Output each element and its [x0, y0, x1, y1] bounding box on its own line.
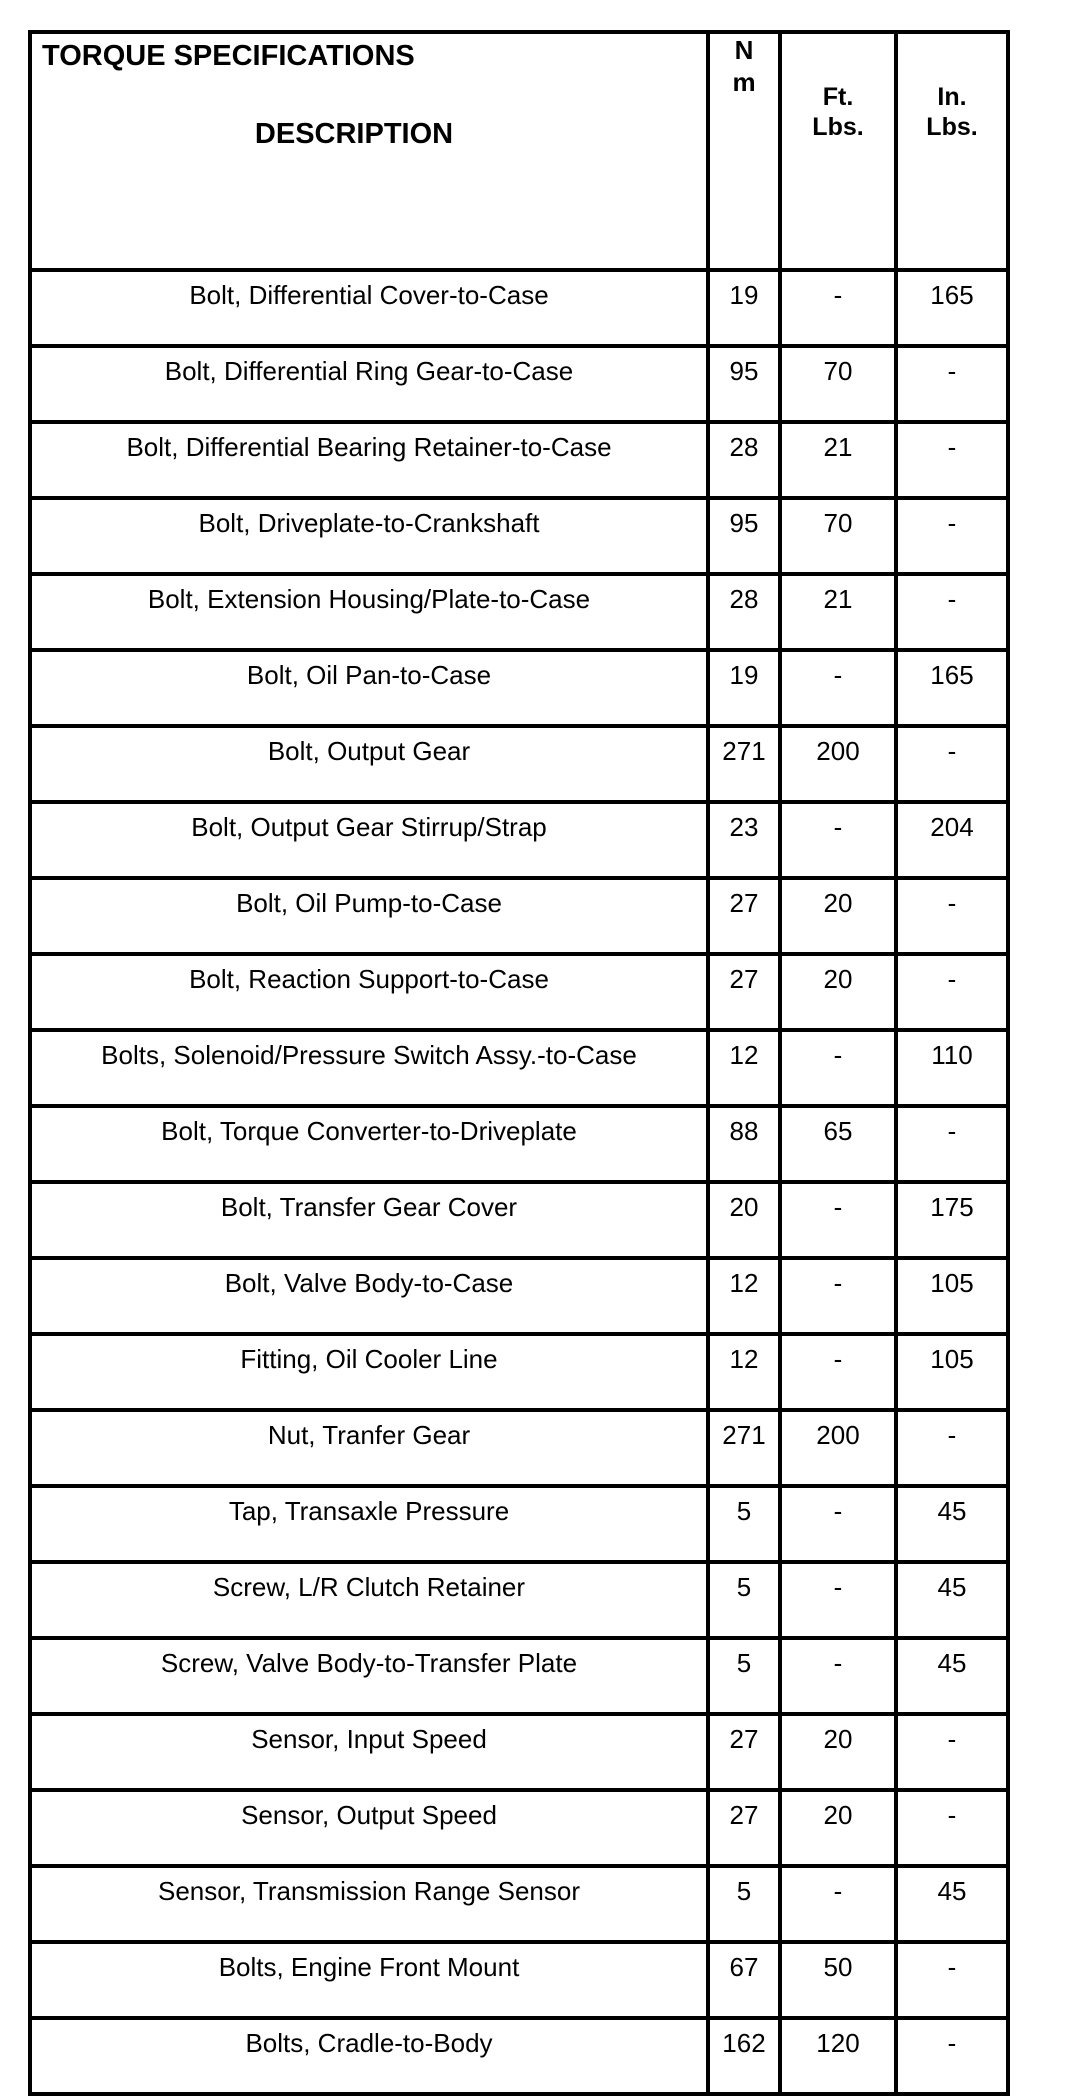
- ft-lbs-cell: 200: [780, 1410, 896, 1486]
- in-lbs-cell: -: [896, 1942, 1008, 2018]
- table-row: [30, 422, 1008, 498]
- table-row: [30, 1030, 1008, 1106]
- ft-lbs-cell: -: [780, 1486, 896, 1562]
- nm-cell: 88: [708, 1106, 780, 1182]
- nm-cell: 12: [708, 1030, 780, 1106]
- description-cell: Bolt, Driveplate-to-Crankshaft: [30, 498, 708, 574]
- description-cell: Bolt, Differential Ring Gear-to-Case: [30, 346, 708, 422]
- nm-cell: 19: [708, 270, 780, 346]
- nm-cell: 27: [708, 954, 780, 1030]
- table-row: [30, 650, 1008, 726]
- ft-lbs-cell: 200: [780, 726, 896, 802]
- in-lbs-cell: -: [896, 422, 1008, 498]
- table-row: [30, 574, 1008, 650]
- ft-lbs-cell: 50: [780, 1942, 896, 2018]
- nm-cell: 95: [708, 346, 780, 422]
- ft-lbs-cell: -: [780, 1638, 896, 1714]
- in-lbs-cell: 45: [896, 1562, 1008, 1638]
- in-lbs-cell: 204: [896, 802, 1008, 878]
- description-cell: Nut, Tranfer Gear: [30, 1410, 708, 1486]
- ft-lbs-cell: 20: [780, 878, 896, 954]
- description-cell: Fitting, Oil Cooler Line: [30, 1334, 708, 1410]
- description-cell: Bolt, Reaction Support-to-Case: [30, 954, 708, 1030]
- description-cell: Screw, Valve Body-to-Transfer Plate: [30, 1638, 708, 1714]
- nm-column-header: [708, 32, 780, 270]
- nm-cell: 27: [708, 878, 780, 954]
- description-cell: Bolt, Output Gear: [30, 726, 708, 802]
- ft-lbs-cell: -: [780, 1334, 896, 1410]
- ft-lbs-cell: -: [780, 1562, 896, 1638]
- table-row: [30, 2018, 1008, 2094]
- in-lbs-cell: 105: [896, 1334, 1008, 1410]
- nm-cell: 12: [708, 1334, 780, 1410]
- description-cell: Sensor, Input Speed: [30, 1714, 708, 1790]
- in-header-line-1: In.: [937, 83, 967, 111]
- in-header-line-2: Lbs.: [926, 113, 978, 141]
- in-lbs-cell: -: [896, 1410, 1008, 1486]
- table-row: [30, 1790, 1008, 1866]
- nm-cell: 95: [708, 498, 780, 574]
- table-row: [30, 878, 1008, 954]
- header-row: [30, 32, 1008, 270]
- nm-cell: 28: [708, 422, 780, 498]
- description-cell: Bolt, Oil Pump-to-Case: [30, 878, 708, 954]
- nm-cell: 20: [708, 1182, 780, 1258]
- nm-cell: 5: [708, 1486, 780, 1562]
- ft-lbs-cell: 21: [780, 422, 896, 498]
- in-lbs-cell: 45: [896, 1486, 1008, 1562]
- in-lbs-cell: -: [896, 878, 1008, 954]
- ft-lbs-cell: 20: [780, 1790, 896, 1866]
- table-row: [30, 1334, 1008, 1410]
- in-lbs-cell: 175: [896, 1182, 1008, 1258]
- in-lbs-cell: 110: [896, 1030, 1008, 1106]
- description-cell: Bolt, Oil Pan-to-Case: [30, 650, 708, 726]
- ft-lbs-cell: 20: [780, 954, 896, 1030]
- table-row: [30, 1410, 1008, 1486]
- nm-cell: 27: [708, 1714, 780, 1790]
- ft-lbs-column-header: [780, 32, 896, 270]
- nm-cell: 271: [708, 726, 780, 802]
- description-cell: Bolt, Differential Cover-to-Case: [30, 270, 708, 346]
- description-cell: Bolts, Engine Front Mount: [30, 1942, 708, 2018]
- ft-header-line-2: Lbs.: [812, 113, 864, 141]
- nm-cell: 23: [708, 802, 780, 878]
- description-cell: Bolt, Transfer Gear Cover: [30, 1182, 708, 1258]
- table-row: [30, 954, 1008, 1030]
- description-cell: Bolt, Valve Body-to-Case: [30, 1258, 708, 1334]
- description-cell: Screw, L/R Clutch Retainer: [30, 1562, 708, 1638]
- ft-lbs-cell: 70: [780, 498, 896, 574]
- table-row: [30, 802, 1008, 878]
- table-row: [30, 1562, 1008, 1638]
- nm-cell: 27: [708, 1790, 780, 1866]
- in-lbs-cell: 45: [896, 1866, 1008, 1942]
- description-cell: Tap, Transaxle Pressure: [30, 1486, 708, 1562]
- nm-cell: 28: [708, 574, 780, 650]
- table-row: [30, 1106, 1008, 1182]
- torque-specifications-table: [28, 30, 1010, 2096]
- in-lbs-cell: 165: [896, 270, 1008, 346]
- ft-lbs-cell: 21: [780, 574, 896, 650]
- description-column-header: DESCRIPTION: [254, 118, 454, 150]
- ft-lbs-cell: -: [780, 270, 896, 346]
- in-lbs-cell: -: [896, 346, 1008, 422]
- in-lbs-cell: -: [896, 498, 1008, 574]
- table-row: [30, 1486, 1008, 1562]
- ft-header-line-1: Ft.: [822, 83, 854, 111]
- description-cell: Bolt, Torque Converter-to-Driveplate: [30, 1106, 708, 1182]
- table-row: [30, 498, 1008, 574]
- description-cell: Bolt, Output Gear Stirrup/Strap: [30, 802, 708, 878]
- ft-lbs-cell: 65: [780, 1106, 896, 1182]
- table-row: [30, 1942, 1008, 2018]
- ft-lbs-cell: -: [780, 802, 896, 878]
- description-cell: Bolt, Differential Bearing Retainer-to-Case: [30, 422, 708, 498]
- table-row: [30, 1258, 1008, 1334]
- description-cell: Sensor, Output Speed: [30, 1790, 708, 1866]
- ft-lbs-cell: -: [780, 1866, 896, 1942]
- ft-lbs-cell: 70: [780, 346, 896, 422]
- in-lbs-cell: -: [896, 954, 1008, 1030]
- ft-lbs-cell: -: [780, 1258, 896, 1334]
- nm-cell: 271: [708, 1410, 780, 1486]
- table-row: [30, 346, 1008, 422]
- nm-cell: 5: [708, 1638, 780, 1714]
- description-cell: Bolt, Extension Housing/Plate-to-Case: [30, 574, 708, 650]
- description-header-cell: [30, 32, 708, 270]
- in-lbs-cell: -: [896, 1790, 1008, 1866]
- table-row: [30, 1638, 1008, 1714]
- table-row: [30, 1866, 1008, 1942]
- in-lbs-cell: -: [896, 574, 1008, 650]
- nm-header-line-2: m: [732, 67, 756, 97]
- in-lbs-cell: -: [896, 1714, 1008, 1790]
- table-row: [30, 270, 1008, 346]
- in-lbs-cell: -: [896, 2018, 1008, 2094]
- nm-cell: 12: [708, 1258, 780, 1334]
- table-title: TORQUE SPECIFICATIONS: [42, 40, 415, 72]
- ft-lbs-cell: -: [780, 1030, 896, 1106]
- description-cell: Bolts, Solenoid/Pressure Switch Assy.-to-Case: [30, 1030, 708, 1106]
- nm-cell: 19: [708, 650, 780, 726]
- ft-lbs-cell: 20: [780, 1714, 896, 1790]
- in-lbs-cell: 165: [896, 650, 1008, 726]
- description-cell: Bolts, Cradle-to-Body: [30, 2018, 708, 2094]
- in-lbs-cell: 105: [896, 1258, 1008, 1334]
- ft-lbs-cell: 120: [780, 2018, 896, 2094]
- ft-lbs-cell: -: [780, 650, 896, 726]
- table-row: [30, 1182, 1008, 1258]
- description-cell: Sensor, Transmission Range Sensor: [30, 1866, 708, 1942]
- nm-cell: 5: [708, 1562, 780, 1638]
- table-row: [30, 1714, 1008, 1790]
- in-lbs-cell: -: [896, 726, 1008, 802]
- table-row: [30, 726, 1008, 802]
- in-lbs-cell: -: [896, 1106, 1008, 1182]
- nm-cell: 162: [708, 2018, 780, 2094]
- nm-header-line-1: N: [734, 35, 754, 65]
- nm-cell: 67: [708, 1942, 780, 2018]
- in-lbs-column-header: [896, 32, 1008, 270]
- nm-cell: 5: [708, 1866, 780, 1942]
- in-lbs-cell: 45: [896, 1638, 1008, 1714]
- ft-lbs-cell: -: [780, 1182, 896, 1258]
